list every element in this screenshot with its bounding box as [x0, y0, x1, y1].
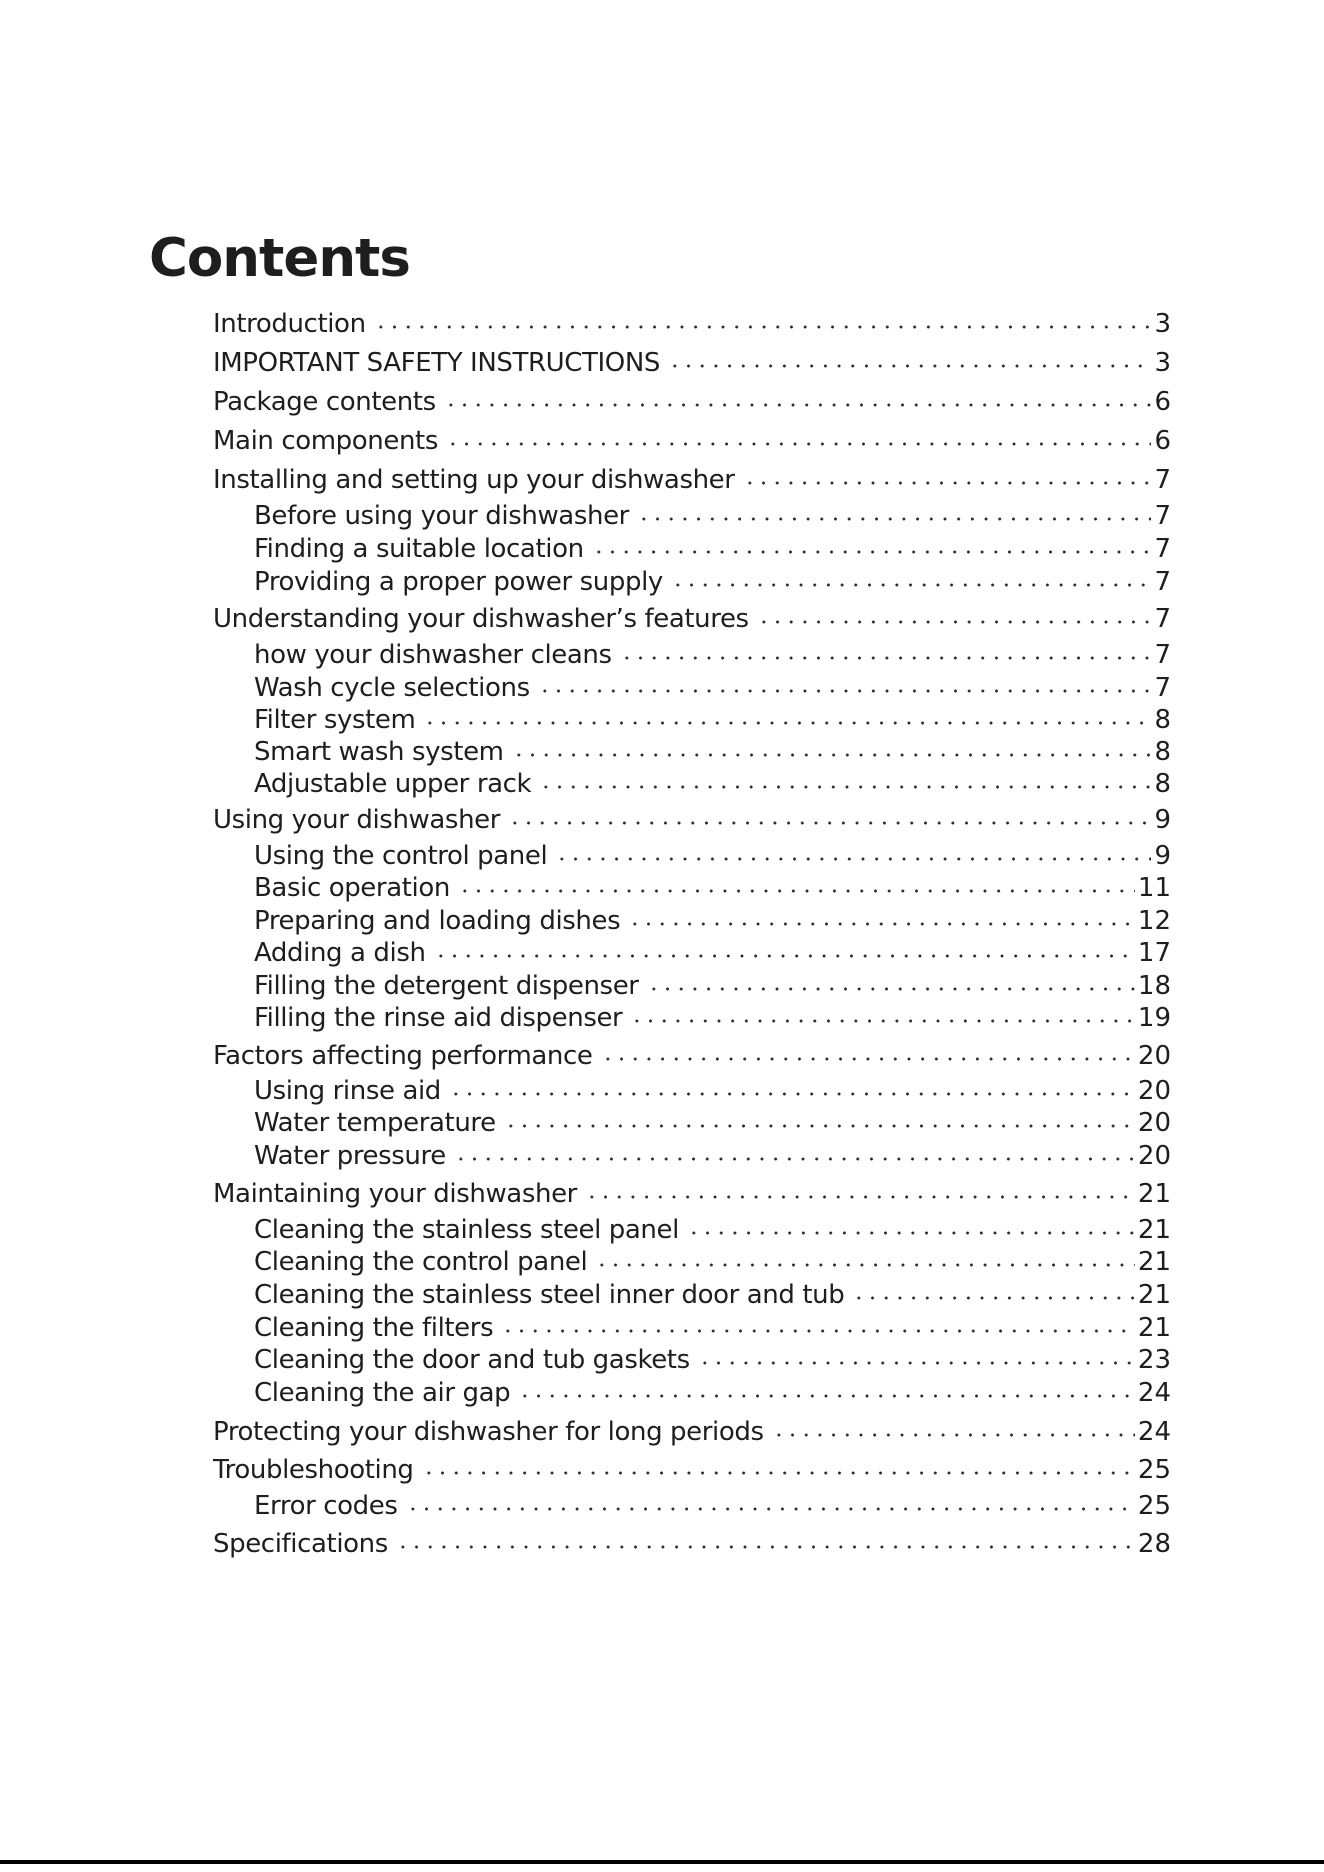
dot-leader	[454, 1156, 1135, 1162]
dot-leader	[374, 324, 1152, 330]
toc-entry[interactable]	[254, 905, 1171, 937]
toc-entry-label: Filling the detergent dispenser	[254, 971, 639, 1001]
toc-entry-label: Specifications	[213, 1529, 388, 1559]
toc-entry-page-number: 8	[1154, 705, 1171, 735]
toc-entry-page-number: 20	[1137, 1076, 1171, 1106]
toc-entry[interactable]	[254, 1279, 1171, 1311]
toc-entry-label: Adding a dish	[254, 938, 426, 968]
toc-entry-page-number: 17	[1137, 938, 1171, 968]
toc-entry-label: Basic operation	[254, 873, 450, 903]
toc-entry-page-number: 25	[1137, 1491, 1171, 1521]
dot-leader	[423, 720, 1151, 726]
dot-leader	[512, 752, 1152, 758]
toc-entry-label: Water pressure	[254, 1141, 446, 1171]
toc-entry-page-number: 6	[1154, 426, 1171, 456]
dot-leader	[501, 1328, 1135, 1334]
toc-entry-page-number: 21	[1137, 1247, 1171, 1277]
toc-entry-label: Main components	[213, 426, 438, 456]
toc-entry-label: Cleaning the door and tub gaskets	[254, 1345, 690, 1375]
toc-entry-label: Cleaning the control panel	[254, 1247, 588, 1277]
toc-entry-page-number: 18	[1137, 971, 1171, 1001]
toc-entry[interactable]	[254, 937, 1171, 969]
toc-entry[interactable]	[213, 1416, 1171, 1448]
toc-entry-page-number: 3	[1154, 348, 1171, 378]
toc-entry-page-number: 25	[1137, 1455, 1171, 1485]
toc-entry-page-number: 20	[1137, 1041, 1171, 1071]
toc-entry-label: Using your dishwasher	[213, 805, 501, 835]
toc-entry-page-number: 8	[1154, 769, 1171, 799]
toc-entry-label: IMPORTANT SAFETY INSTRUCTIONS	[213, 348, 660, 378]
dot-leader	[630, 1018, 1135, 1024]
toc-entry[interactable]	[254, 1002, 1171, 1034]
toc-entry[interactable]	[254, 1140, 1171, 1172]
toc-entry-page-number: 12	[1137, 906, 1171, 936]
toc-entry-page-number: 9	[1154, 841, 1171, 871]
dot-leader	[671, 582, 1152, 588]
toc-entry-page-number: 20	[1137, 1141, 1171, 1171]
toc-entry-page-number: 28	[1137, 1529, 1171, 1559]
toc-entry-label: how your dishwasher cleans	[254, 640, 612, 670]
toc-entry[interactable]	[213, 386, 1171, 418]
toc-entry-page-number: 7	[1154, 673, 1171, 703]
toc-entry-page-number: 21	[1137, 1280, 1171, 1310]
toc-entry-page-number: 3	[1154, 309, 1171, 339]
dot-leader	[698, 1360, 1135, 1366]
dot-leader	[538, 688, 1152, 694]
toc-entry-label: Cleaning the stainless steel panel	[254, 1215, 679, 1245]
toc-entry-page-number: 6	[1154, 387, 1171, 417]
toc-entry[interactable]	[254, 672, 1171, 704]
toc-entry[interactable]	[254, 1312, 1171, 1344]
toc-entry-label: Factors affecting performance	[213, 1041, 593, 1071]
toc-entry[interactable]	[213, 464, 1171, 496]
dot-leader	[396, 1544, 1135, 1550]
toc-entry-label: Cleaning the stainless steel inner door and tub	[254, 1280, 845, 1310]
toc-entry-page-number: 11	[1137, 873, 1171, 903]
toc-entry[interactable]	[254, 639, 1171, 671]
toc-entry-label: Water temperature	[254, 1108, 496, 1138]
toc-entry-label: Filter system	[254, 705, 416, 735]
dot-leader	[446, 441, 1151, 447]
toc-entry[interactable]	[213, 1178, 1171, 1210]
toc-entry-page-number: 7	[1154, 640, 1171, 670]
dot-leader	[422, 1470, 1135, 1476]
dot-leader	[555, 856, 1151, 862]
dot-leader	[852, 1295, 1135, 1301]
toc-entry-label: Adjustable upper rack	[254, 769, 532, 799]
toc-entry-label: Cleaning the air gap	[254, 1378, 511, 1408]
toc-entry[interactable]	[254, 704, 1171, 736]
toc-entry[interactable]	[213, 1040, 1171, 1072]
toc-entry[interactable]	[213, 1454, 1171, 1486]
toc-entry-page-number: 7	[1154, 567, 1171, 597]
toc-entry[interactable]	[254, 1344, 1171, 1376]
dot-leader	[508, 820, 1151, 826]
toc-entry[interactable]	[254, 500, 1171, 532]
toc-entry[interactable]	[254, 1246, 1171, 1278]
toc-entry-page-number: 19	[1137, 1003, 1171, 1033]
dot-leader	[406, 1506, 1135, 1512]
dot-leader	[620, 655, 1152, 661]
dot-leader	[585, 1194, 1135, 1200]
toc-entry-label: Troubleshooting	[213, 1455, 414, 1485]
toc-entry-label: Using the control panel	[254, 841, 548, 871]
dot-leader	[434, 953, 1135, 959]
toc-entry[interactable]	[254, 1107, 1171, 1139]
dot-leader	[539, 784, 1151, 790]
dot-leader	[601, 1056, 1135, 1062]
toc-entry[interactable]	[254, 1075, 1171, 1107]
dot-leader	[518, 1393, 1135, 1399]
toc-entry[interactable]	[254, 1377, 1171, 1409]
toc-entry-label: Cleaning the filters	[254, 1313, 494, 1343]
toc-entry-label: Protecting your dishwasher for long periods	[213, 1417, 764, 1447]
toc-entry-page-number: 7	[1154, 465, 1171, 495]
toc-entry-page-number: 24	[1137, 1417, 1171, 1447]
bottom-rule	[0, 1860, 1324, 1864]
dot-leader	[757, 619, 1152, 625]
toc-entry-label: Understanding your dishwasher’s features	[213, 604, 749, 634]
toc-entry[interactable]	[213, 425, 1171, 457]
dot-leader	[647, 986, 1135, 992]
toc-entry[interactable]	[254, 566, 1171, 598]
dot-leader	[668, 363, 1151, 369]
toc-entry[interactable]	[254, 1490, 1171, 1522]
toc-entry-page-number: 7	[1154, 604, 1171, 634]
dot-leader	[458, 888, 1135, 894]
toc-entry-page-number: 7	[1154, 534, 1171, 564]
toc-entry-label: Preparing and loading dishes	[254, 906, 621, 936]
toc-entry-page-number: 21	[1137, 1179, 1171, 1209]
toc-entry[interactable]	[254, 533, 1171, 565]
toc-entry[interactable]	[213, 1528, 1171, 1560]
toc-entry-label: Maintaining your dishwasher	[213, 1179, 577, 1209]
dot-leader	[595, 1262, 1135, 1268]
toc-entry[interactable]	[213, 603, 1171, 635]
dot-leader	[449, 1091, 1135, 1097]
toc-entry-label: Filling the rinse aid dispenser	[254, 1003, 623, 1033]
toc-entry-label: Smart wash system	[254, 737, 504, 767]
dot-leader	[637, 516, 1151, 522]
dot-leader	[772, 1432, 1135, 1438]
toc-entry-page-number: 21	[1137, 1313, 1171, 1343]
toc-entry[interactable]	[254, 970, 1171, 1002]
dot-leader	[592, 549, 1152, 555]
dot-leader	[743, 480, 1152, 486]
toc-entry-label: Package contents	[213, 387, 436, 417]
toc-entry[interactable]	[213, 804, 1171, 836]
dot-leader	[628, 921, 1135, 927]
toc-entry-label: Installing and setting up your dishwasher	[213, 465, 735, 495]
toc-entry[interactable]	[213, 347, 1171, 379]
toc-entry-page-number: 9	[1154, 805, 1171, 835]
toc-entry-page-number: 8	[1154, 737, 1171, 767]
toc-entry-label: Error codes	[254, 1491, 398, 1521]
toc-entry[interactable]	[254, 840, 1171, 872]
toc-entry-page-number: 23	[1137, 1345, 1171, 1375]
toc-entry-label: Finding a suitable location	[254, 534, 584, 564]
toc-entry-label: Providing a proper power supply	[254, 567, 663, 597]
toc-entry[interactable]	[254, 768, 1171, 800]
toc-entry-page-number: 7	[1154, 501, 1171, 531]
toc-entry-label: Wash cycle selections	[254, 673, 530, 703]
toc-entry[interactable]	[254, 736, 1171, 768]
toc-entry[interactable]	[213, 308, 1171, 340]
dot-leader	[444, 402, 1152, 408]
toc-entry-page-number: 20	[1137, 1108, 1171, 1138]
toc-entry[interactable]	[254, 1214, 1171, 1246]
toc-entry-page-number: 21	[1137, 1215, 1171, 1245]
dot-leader	[687, 1230, 1135, 1236]
toc-entry[interactable]	[254, 872, 1171, 904]
page-title: Contents	[149, 228, 410, 289]
toc-entry-label: Introduction	[213, 309, 366, 339]
dot-leader	[504, 1123, 1135, 1129]
toc-entry-page-number: 24	[1137, 1378, 1171, 1408]
toc-entry-label: Before using your dishwasher	[254, 501, 629, 531]
toc-entry-label: Using rinse aid	[254, 1076, 441, 1106]
